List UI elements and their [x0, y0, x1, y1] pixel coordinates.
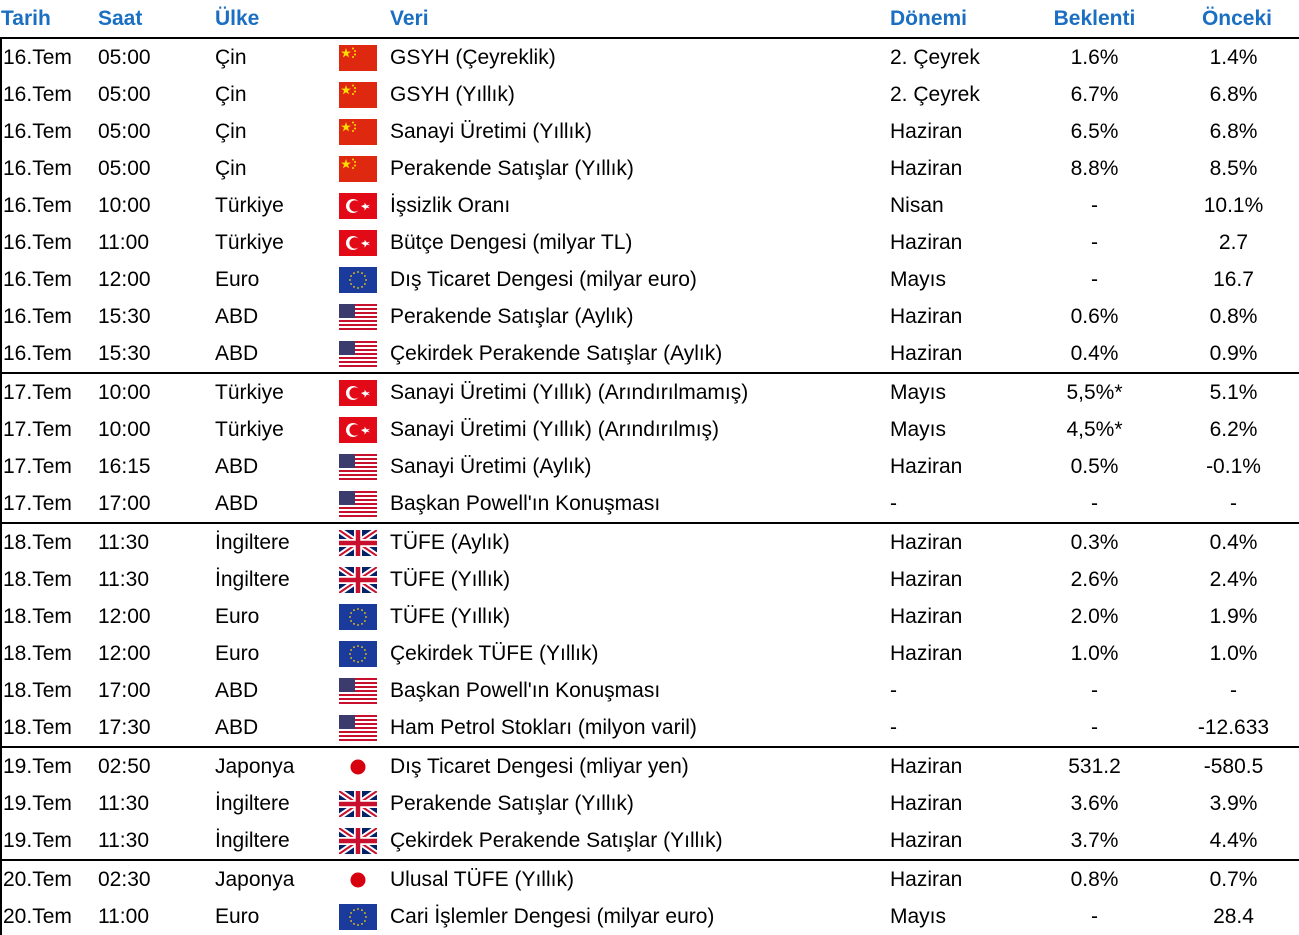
- table-row: [1, 335, 1299, 373]
- table-row: [1, 187, 1299, 224]
- indicator-cell: GSYH (Yıllık): [390, 82, 515, 106]
- expected-cell: 3.7%: [1070, 828, 1119, 852]
- time-cell: 17:00: [98, 491, 151, 515]
- china-flag-icon: [339, 156, 377, 182]
- previous-cell: 5.1%: [1167, 373, 1299, 411]
- previous-cell: 1.9%: [1209, 604, 1258, 628]
- date-cell: 16.Tem: [1, 298, 98, 335]
- flag-cell: [325, 523, 390, 561]
- date-cell: 18.Tem: [1, 635, 98, 672]
- table-row: [1, 785, 1299, 822]
- country-cell: Euro: [215, 604, 260, 628]
- header-saat: Saat: [98, 6, 143, 30]
- indicator-cell: Dış Ticaret Dengesi (mliyar yen): [390, 747, 890, 785]
- expected-cell: 4,5%*: [1066, 417, 1123, 441]
- usa-flag-icon: [339, 715, 377, 741]
- time-cell: 12:00: [98, 604, 151, 628]
- eu-flag-icon: [339, 604, 377, 630]
- table-row: [1, 860, 1299, 898]
- time-cell: 11:30: [98, 791, 149, 815]
- previous-cell: 8.5%: [1209, 156, 1258, 180]
- flag-cell: [325, 38, 390, 76]
- flag-cell: [325, 187, 390, 224]
- indicator-cell: GSYH (Çeyreklik): [390, 38, 890, 76]
- japan-flag-icon: [339, 867, 377, 893]
- expected-cell: -: [1091, 230, 1098, 254]
- flag-cell: [325, 785, 390, 822]
- period-cell: Haziran: [890, 747, 1022, 785]
- previous-cell: 6.2%: [1209, 417, 1258, 441]
- turkey-flag-icon: [339, 417, 377, 443]
- date-cell: 17.Tem: [1, 448, 98, 485]
- indicator-cell: TÜFE (Yıllık): [390, 604, 511, 628]
- flag-cell: [325, 672, 390, 709]
- date-cell: 16.Tem: [1, 38, 98, 76]
- country-cell: ABD: [215, 491, 259, 515]
- previous-cell: -12.633: [1197, 715, 1270, 739]
- china-flag-icon: [339, 45, 377, 71]
- previous-cell: -580.5: [1167, 747, 1299, 785]
- table-row: [1, 373, 1299, 411]
- usa-flag-icon: [339, 341, 377, 367]
- date-cell: 17.Tem: [1, 411, 98, 448]
- country-cell: Euro: [215, 641, 260, 665]
- time-cell: 05:00: [98, 82, 151, 106]
- country-cell: Çin: [215, 156, 247, 180]
- country-cell: Japonya: [215, 747, 325, 785]
- indicator-cell: Çekirdek Perakende Satışlar (Aylık): [390, 341, 723, 365]
- period-cell: Haziran: [890, 230, 963, 254]
- period-cell: Haziran: [890, 454, 963, 478]
- time-cell: 12:00: [98, 641, 151, 665]
- expected-cell: 3.6%: [1070, 791, 1119, 815]
- period-cell: Haziran: [890, 604, 963, 628]
- indicator-cell: Sanayi Üretimi (Aylık): [390, 454, 592, 478]
- flag-cell: [325, 76, 390, 113]
- table-row: [1, 747, 1299, 785]
- expected-cell: 531.2: [1022, 747, 1167, 785]
- expected-cell: 2.0%: [1070, 604, 1119, 628]
- header-ulke: Ülke: [215, 6, 260, 30]
- indicator-cell: Başkan Powell'ın Konuşması: [390, 678, 661, 702]
- indicator-cell: Ham Petrol Stokları (milyon varil): [390, 715, 697, 739]
- previous-cell: -0.1%: [1206, 454, 1261, 478]
- indicator-cell: İşsizlik Oranı: [390, 193, 511, 217]
- china-flag-icon: [339, 82, 377, 108]
- header-beklenti: Beklenti: [1053, 6, 1136, 30]
- flag-cell: [325, 822, 390, 860]
- flag-cell: [325, 898, 390, 935]
- period-cell: Mayıs: [890, 373, 1022, 411]
- date-cell: 17.Tem: [1, 485, 98, 523]
- expected-cell: 0.8%: [1022, 860, 1167, 898]
- expected-cell: 5,5%*: [1022, 373, 1167, 411]
- previous-cell: 1.0%: [1209, 641, 1258, 665]
- time-cell: 05:00: [98, 119, 151, 143]
- period-cell: -: [890, 491, 897, 515]
- period-cell: Haziran: [890, 860, 1022, 898]
- period-cell: -: [890, 678, 897, 702]
- date-cell: 19.Tem: [1, 747, 98, 785]
- table-row: [1, 635, 1299, 672]
- flag-cell: [325, 485, 390, 523]
- expected-cell: -: [1091, 491, 1098, 515]
- flag-cell: [325, 411, 390, 448]
- flag-cell: [325, 448, 390, 485]
- period-cell: Haziran: [890, 641, 963, 665]
- previous-cell: 6.8%: [1209, 82, 1258, 106]
- country-cell: Çin: [215, 82, 247, 106]
- date-cell: 20.Tem: [1, 898, 98, 935]
- date-cell: 18.Tem: [1, 598, 98, 635]
- time-cell: 11:00: [98, 230, 149, 254]
- table-row: [1, 672, 1299, 709]
- previous-cell: 0.7%: [1167, 860, 1299, 898]
- expected-cell: 0.4%: [1070, 341, 1119, 365]
- eu-flag-icon: [339, 641, 377, 667]
- time-cell: 11:30: [98, 567, 149, 591]
- table-row: [1, 523, 1299, 561]
- table-row: [1, 822, 1299, 860]
- country-cell: ABD: [215, 304, 259, 328]
- indicator-cell: TÜFE (Aylık): [390, 523, 890, 561]
- time-cell: 10:00: [98, 193, 151, 217]
- date-cell: 18.Tem: [1, 561, 98, 598]
- eu-flag-icon: [339, 904, 377, 930]
- table-row: [1, 485, 1299, 523]
- country-cell: Çin: [215, 119, 247, 143]
- date-cell: 16.Tem: [1, 187, 98, 224]
- time-cell: 05:00: [98, 38, 215, 76]
- period-cell: -: [890, 715, 897, 739]
- country-cell: ABD: [215, 341, 259, 365]
- previous-cell: 1.4%: [1167, 38, 1299, 76]
- country-cell: Japonya: [215, 860, 325, 898]
- time-cell: 02:30: [98, 860, 215, 898]
- time-cell: 17:00: [98, 678, 151, 702]
- table-row: [1, 709, 1299, 747]
- flag-cell: [325, 261, 390, 298]
- date-cell: 16.Tem: [1, 150, 98, 187]
- expected-cell: -: [1091, 267, 1098, 291]
- country-cell: İngiltere: [215, 523, 325, 561]
- date-cell: 16.Tem: [1, 76, 98, 113]
- flag-cell: [325, 561, 390, 598]
- previous-cell: 6.8%: [1209, 119, 1258, 143]
- table-row: [1, 150, 1299, 187]
- flag-cell: [325, 224, 390, 261]
- time-cell: 16:15: [98, 454, 151, 478]
- indicator-cell: Sanayi Üretimi (Yıllık): [390, 119, 592, 143]
- time-cell: 10:00: [98, 373, 215, 411]
- previous-cell: -: [1230, 491, 1237, 515]
- uk-flag-icon: [339, 530, 377, 556]
- previous-cell: 16.7: [1213, 267, 1254, 291]
- table-row: [1, 448, 1299, 485]
- usa-flag-icon: [339, 678, 377, 704]
- country-cell: ABD: [215, 454, 259, 478]
- indicator-cell: Cari İşlemler Dengesi (milyar euro): [390, 904, 715, 928]
- expected-cell: 8.8%: [1070, 156, 1119, 180]
- date-cell: 18.Tem: [1, 672, 98, 709]
- indicator-cell: Perakende Satışlar (Yıllık): [390, 791, 634, 815]
- indicator-cell: Çekirdek Perakende Satışlar (Yıllık): [390, 828, 723, 852]
- flag-cell: [325, 709, 390, 747]
- time-cell: 12:00: [98, 267, 151, 291]
- time-cell: 15:30: [98, 341, 151, 365]
- uk-flag-icon: [339, 791, 377, 817]
- country-cell: Türkiye: [215, 373, 325, 411]
- indicator-cell: Dış Ticaret Dengesi (milyar euro): [390, 267, 697, 291]
- indicator-cell: TÜFE (Yıllık): [390, 567, 511, 591]
- country-cell: Çin: [215, 38, 325, 76]
- date-cell: 16.Tem: [1, 261, 98, 298]
- table-row: [1, 76, 1299, 113]
- date-cell: 19.Tem: [1, 785, 98, 822]
- previous-cell: 28.4: [1213, 904, 1254, 928]
- time-cell: 15:30: [98, 304, 151, 328]
- indicator-cell: Çekirdek TÜFE (Yıllık): [390, 641, 599, 665]
- indicator-cell: Başkan Powell'ın Konuşması: [390, 491, 661, 515]
- table-row: [1, 113, 1299, 150]
- country-cell: İngiltere: [215, 791, 290, 815]
- country-cell: Türkiye: [215, 230, 284, 254]
- time-cell: 11:30: [98, 828, 149, 852]
- previous-cell: 0.8%: [1209, 304, 1258, 328]
- expected-cell: -: [1091, 904, 1098, 928]
- previous-cell: 4.4%: [1209, 828, 1258, 852]
- usa-flag-icon: [339, 454, 377, 480]
- expected-cell: 6.7%: [1070, 82, 1119, 106]
- period-cell: Haziran: [890, 119, 963, 143]
- table-row: [1, 38, 1299, 76]
- previous-cell: 2.7: [1218, 230, 1249, 254]
- header-row: [1, 0, 1299, 38]
- table-row: [1, 261, 1299, 298]
- period-cell: Haziran: [890, 341, 963, 365]
- country-cell: Türkiye: [215, 193, 284, 217]
- previous-cell: 0.4%: [1167, 523, 1299, 561]
- usa-flag-icon: [339, 491, 377, 517]
- indicator-cell: Bütçe Dengesi (milyar TL): [390, 230, 633, 254]
- indicator-cell: Sanayi Üretimi (Yıllık) (Arındırılmış): [390, 417, 720, 441]
- time-cell: 11:30: [98, 523, 215, 561]
- turkey-flag-icon: [339, 230, 377, 256]
- header-veri: Veri: [390, 6, 429, 30]
- header-tarih: Tarih: [1, 6, 51, 30]
- date-cell: 18.Tem: [1, 709, 98, 747]
- period-cell: Mayıs: [890, 417, 947, 441]
- usa-flag-icon: [339, 304, 377, 330]
- indicator-cell: Perakende Satışlar (Aylık): [390, 304, 634, 328]
- china-flag-icon: [339, 119, 377, 145]
- expected-cell: 0.3%: [1022, 523, 1167, 561]
- country-cell: Türkiye: [215, 417, 284, 441]
- expected-cell: 1.0%: [1070, 641, 1119, 665]
- indicator-cell: Perakende Satışlar (Yıllık): [390, 156, 634, 180]
- uk-flag-icon: [339, 567, 377, 593]
- country-cell: İngiltere: [215, 828, 290, 852]
- expected-cell: 2.6%: [1070, 567, 1119, 591]
- previous-cell: 0.9%: [1209, 341, 1258, 365]
- previous-cell: 10.1%: [1203, 193, 1264, 217]
- expected-cell: -: [1091, 678, 1098, 702]
- period-cell: Nisan: [890, 193, 944, 217]
- flag-cell: [325, 635, 390, 672]
- date-cell: 16.Tem: [1, 224, 98, 261]
- date-cell: 18.Tem: [1, 523, 98, 561]
- country-cell: ABD: [215, 715, 259, 739]
- period-cell: Mayıs: [890, 267, 947, 291]
- expected-cell: 6.5%: [1070, 119, 1119, 143]
- expected-cell: 1.6%: [1022, 38, 1167, 76]
- date-cell: 20.Tem: [1, 860, 98, 898]
- date-cell: 16.Tem: [1, 113, 98, 150]
- previous-cell: 3.9%: [1209, 791, 1258, 815]
- flag-cell: [325, 335, 390, 373]
- flag-cell: [325, 298, 390, 335]
- header-flag-spacer: [325, 0, 390, 38]
- country-cell: ABD: [215, 678, 259, 702]
- flag-cell: [325, 860, 390, 898]
- period-cell: Haziran: [890, 828, 963, 852]
- period-cell: Haziran: [890, 523, 1022, 561]
- expected-cell: 0.5%: [1070, 454, 1119, 478]
- period-cell: Haziran: [890, 791, 963, 815]
- expected-cell: -: [1091, 715, 1098, 739]
- table-row: [1, 598, 1299, 635]
- country-cell: Euro: [215, 904, 260, 928]
- table-row: [1, 898, 1299, 935]
- table-row: [1, 298, 1299, 335]
- time-cell: 05:00: [98, 156, 151, 180]
- period-cell: Haziran: [890, 156, 963, 180]
- date-cell: 17.Tem: [1, 373, 98, 411]
- turkey-flag-icon: [339, 193, 377, 219]
- previous-cell: -: [1230, 678, 1237, 702]
- table-row: [1, 224, 1299, 261]
- japan-flag-icon: [339, 754, 377, 780]
- header-onceki: Önceki: [1201, 6, 1272, 30]
- expected-cell: 0.6%: [1070, 304, 1119, 328]
- period-cell: Haziran: [890, 304, 963, 328]
- flag-cell: [325, 598, 390, 635]
- country-cell: İngiltere: [215, 567, 290, 591]
- flag-cell: [325, 373, 390, 411]
- previous-cell: 2.4%: [1209, 567, 1258, 591]
- date-cell: 19.Tem: [1, 822, 98, 860]
- period-cell: 2. Çeyrek: [890, 82, 980, 106]
- flag-cell: [325, 150, 390, 187]
- date-cell: 16.Tem: [1, 335, 98, 373]
- country-cell: Euro: [215, 267, 260, 291]
- time-cell: 17:30: [98, 715, 151, 739]
- period-cell: 2. Çeyrek: [890, 38, 1022, 76]
- time-cell: 10:00: [98, 417, 151, 441]
- time-cell: 11:00: [98, 904, 149, 928]
- indicator-cell: Ulusal TÜFE (Yıllık): [390, 860, 890, 898]
- table-row: [1, 561, 1299, 598]
- table-row: [1, 411, 1299, 448]
- turkey-flag-icon: [339, 380, 377, 406]
- expected-cell: -: [1091, 193, 1098, 217]
- eu-flag-icon: [339, 267, 377, 293]
- time-cell: 02:50: [98, 747, 215, 785]
- indicator-cell: Sanayi Üretimi (Yıllık) (Arındırılmamış): [390, 373, 890, 411]
- flag-cell: [325, 747, 390, 785]
- flag-cell: [325, 113, 390, 150]
- period-cell: Mayıs: [890, 904, 947, 928]
- period-cell: Haziran: [890, 567, 963, 591]
- uk-flag-icon: [339, 828, 377, 854]
- header-donemi: Dönemi: [890, 6, 968, 30]
